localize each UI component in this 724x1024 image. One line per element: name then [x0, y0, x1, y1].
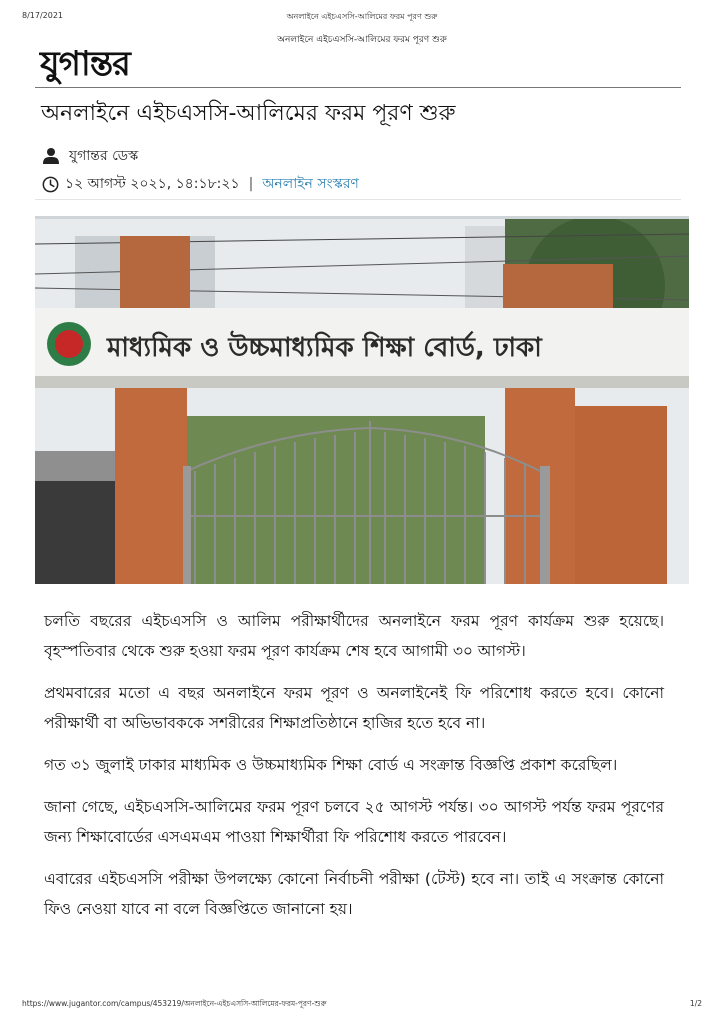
- footer-page-number: 1/2: [689, 999, 702, 1008]
- site-logo[interactable]: যুগান্তর: [40, 44, 130, 84]
- footer-url[interactable]: https://www.jugantor.com/campus/453219/অনলাইনে-এইচএসসি-আলিমের-ফরম-পূরণ-শুরু: [22, 999, 327, 1008]
- article-paragraph: প্রথমবারের মতো এ বছর অনলাইনে ফরম পূরণ ও অনলাইনেই ফি পরিশোধ করতে হবে। কোনো পরীক্ষার্থী বা অভিভাবককে সশরীরের শিক্ষাপ্রতিষ্ঠানে হাজির হতে হবে না।: [44, 684, 664, 732]
- date-row: [42, 173, 359, 195]
- photo-sign-text: মাধ্যমিক ও উচ্চমাধ্যমিক শিক্ষা বোর্ড, ঢাকা: [107, 333, 542, 363]
- article-paragraph: গত ৩১ জুলাই ঢাকার মাধ্যমিক ও উচ্চমাধ্যমিক শিক্ষা বোর্ড এ সংক্রান্ত বিজ্ঞপ্তি প্রকাশ করেছিল।: [44, 756, 618, 774]
- meta-separator: |: [248, 176, 254, 192]
- print-date: 8/17/2021: [22, 11, 64, 20]
- author-name: যুগান্তর ডেস্ক: [69, 148, 139, 164]
- user-icon: [42, 147, 60, 165]
- article-paragraph: এবারের এইচএসসি পরীক্ষা উপলক্ষ্যে কোনো নির্বাচনী পরীক্ষা (টেস্ট) হবে না। তাই এ সংক্রান্ত কোনো ফিও নেওয়া যাবে না বলে বিজ্ঞপ্তিতে জানানো হয়।: [44, 870, 664, 918]
- publish-date: ১২ আগস্ট ২০২১, ১৪:১৮:২১: [65, 176, 240, 192]
- article-paragraph: জানা গেছে, এইচএসসি-আলিমের ফরম পূরণ চলবে ২৫ আগস্ট পর্যন্ত। ৩০ আগস্ট পর্যন্ত ফরম পূরণের জন্য শিক্ষাবোর্ডের এসএমএম পাওয়া শিক্ষার্থীরা ফি পরিশোধ করতে পারবেন।: [44, 798, 664, 846]
- article-photo: [35, 216, 689, 584]
- page-heading: অনলাইনে এইচএসসি-আলিমের ফরম পূরণ শুরু: [277, 35, 447, 45]
- article-headline: অনলাইনে এইচএসসি-আলিমের ফরম পূরণ শুরু: [41, 101, 456, 126]
- author-row: [42, 145, 138, 167]
- print-header-title: অনলাইনে এইচএসসি-আলিমের ফরম পূরণ শুরু: [286, 12, 438, 21]
- logo-divider: [35, 87, 681, 88]
- meta-divider: [35, 199, 681, 200]
- article-body: [44, 606, 664, 936]
- article-paragraph: চলতি বছরের এইচএসসি ও আলিম পরীক্ষার্থীদের অনলাইনে ফরম পূরণ কার্যক্রম শুরু হয়েছে। বৃহস্পতিবার থেকে শুরু হওয়া ফরম পূরণ কার্যক্রম শেষ হবে আগামী ৩০ আগস্ট।: [44, 612, 664, 660]
- edition-link[interactable]: অনলাইন সংস্করণ: [262, 176, 359, 192]
- clock-icon: [42, 176, 59, 193]
